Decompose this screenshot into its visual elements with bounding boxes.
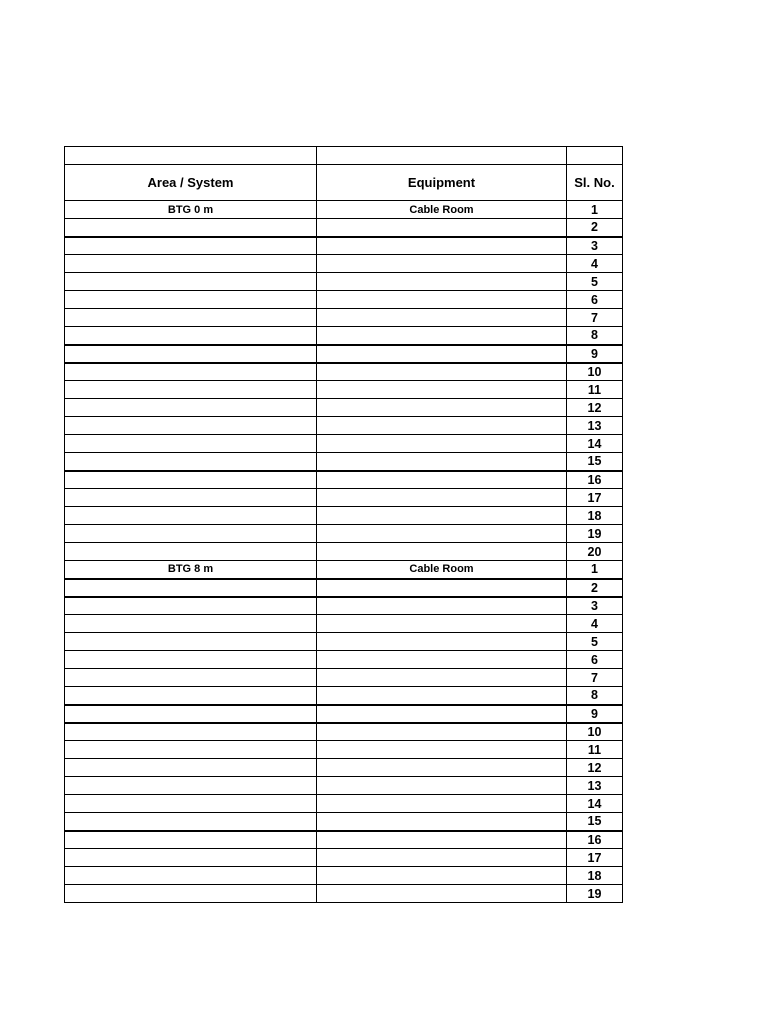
sl-no-cell: 15 bbox=[567, 813, 623, 831]
table-row bbox=[65, 687, 623, 705]
area-system-cell bbox=[65, 705, 317, 723]
sl-no-cell: 5 bbox=[567, 633, 623, 651]
table-row bbox=[65, 741, 623, 759]
equipment-cell bbox=[317, 777, 567, 795]
sl-no-cell: 19 bbox=[567, 525, 623, 543]
sl-no-cell: 10 bbox=[567, 723, 623, 741]
sl-no-cell: 1 bbox=[567, 561, 623, 579]
table-row bbox=[65, 453, 623, 471]
sl-no-cell: 4 bbox=[567, 615, 623, 633]
area-system-cell bbox=[65, 525, 317, 543]
area-system-cell bbox=[65, 363, 317, 381]
sl-no-cell: 8 bbox=[567, 327, 623, 345]
area-system-cell bbox=[65, 237, 317, 255]
table-row bbox=[65, 345, 623, 363]
table-row bbox=[65, 417, 623, 435]
table-row bbox=[65, 561, 623, 579]
equipment-cell bbox=[317, 615, 567, 633]
equipment-cell bbox=[317, 309, 567, 327]
table-row bbox=[65, 543, 623, 561]
area-system-cell: BTG 0 m bbox=[65, 201, 317, 219]
table-row bbox=[65, 327, 623, 345]
inspection-table bbox=[64, 146, 623, 903]
equipment-cell bbox=[317, 651, 567, 669]
table-row bbox=[65, 885, 623, 903]
area-system-cell bbox=[65, 489, 317, 507]
sl-no-cell: 17 bbox=[567, 489, 623, 507]
sl-no-cell: 20 bbox=[567, 543, 623, 561]
blank-cell bbox=[567, 147, 623, 165]
sl-no-cell: 2 bbox=[567, 219, 623, 237]
equipment-cell bbox=[317, 741, 567, 759]
sl-no-cell: 5 bbox=[567, 273, 623, 291]
table-row bbox=[65, 795, 623, 813]
equipment-header: Equipment bbox=[317, 165, 567, 201]
sl-no-header: Sl. No. bbox=[567, 165, 623, 201]
equipment-cell bbox=[317, 597, 567, 615]
sl-no-cell: 7 bbox=[567, 669, 623, 687]
equipment-cell bbox=[317, 471, 567, 489]
equipment-cell bbox=[317, 273, 567, 291]
equipment-cell bbox=[317, 237, 567, 255]
equipment-cell bbox=[317, 525, 567, 543]
table-row bbox=[65, 201, 623, 219]
table-row bbox=[65, 759, 623, 777]
equipment-cell: Cable Room bbox=[317, 561, 567, 579]
table-row bbox=[65, 309, 623, 327]
table-row bbox=[65, 363, 623, 381]
equipment-cell bbox=[317, 489, 567, 507]
equipment-cell bbox=[317, 345, 567, 363]
table-row bbox=[65, 651, 623, 669]
sl-no-cell: 9 bbox=[567, 705, 623, 723]
area-system-cell bbox=[65, 345, 317, 363]
blank-cell bbox=[65, 147, 317, 165]
table-row bbox=[65, 273, 623, 291]
equipment-cell bbox=[317, 633, 567, 651]
table-row bbox=[65, 255, 623, 273]
area-system-cell bbox=[65, 669, 317, 687]
table-row bbox=[65, 777, 623, 795]
area-system-cell bbox=[65, 453, 317, 471]
equipment-cell bbox=[317, 885, 567, 903]
table-row bbox=[65, 219, 623, 237]
area-system-cell bbox=[65, 579, 317, 597]
equipment-cell bbox=[317, 831, 567, 849]
blank-cell bbox=[317, 147, 567, 165]
equipment-cell bbox=[317, 849, 567, 867]
equipment-cell bbox=[317, 543, 567, 561]
table-row bbox=[65, 525, 623, 543]
sl-no-cell: 1 bbox=[567, 201, 623, 219]
area-system-cell bbox=[65, 597, 317, 615]
sl-no-cell: 11 bbox=[567, 741, 623, 759]
equipment-cell bbox=[317, 219, 567, 237]
table-row bbox=[65, 867, 623, 885]
table-row bbox=[65, 633, 623, 651]
sl-no-cell: 14 bbox=[567, 435, 623, 453]
area-system-cell bbox=[65, 813, 317, 831]
sl-no-cell: 3 bbox=[567, 597, 623, 615]
area-system-cell bbox=[65, 543, 317, 561]
area-system-cell bbox=[65, 309, 317, 327]
sl-no-cell: 6 bbox=[567, 651, 623, 669]
table-row bbox=[65, 849, 623, 867]
equipment-cell bbox=[317, 381, 567, 399]
equipment-cell bbox=[317, 579, 567, 597]
table-row bbox=[65, 435, 623, 453]
equipment-cell bbox=[317, 813, 567, 831]
area-system-cell bbox=[65, 381, 317, 399]
area-system-cell bbox=[65, 291, 317, 309]
sl-no-cell: 12 bbox=[567, 759, 623, 777]
table-row bbox=[65, 669, 623, 687]
equipment-cell bbox=[317, 291, 567, 309]
sl-no-cell: 6 bbox=[567, 291, 623, 309]
table-row bbox=[65, 399, 623, 417]
equipment-cell bbox=[317, 867, 567, 885]
area-system-cell bbox=[65, 831, 317, 849]
equipment-cell bbox=[317, 669, 567, 687]
equipment-cell bbox=[317, 507, 567, 525]
sl-no-cell: 4 bbox=[567, 255, 623, 273]
table-row bbox=[65, 291, 623, 309]
area-system-cell bbox=[65, 885, 317, 903]
area-system-cell bbox=[65, 399, 317, 417]
area-system-cell bbox=[65, 615, 317, 633]
area-system-header: Area / System bbox=[65, 165, 317, 201]
area-system-cell bbox=[65, 777, 317, 795]
equipment-cell bbox=[317, 399, 567, 417]
sl-no-cell: 7 bbox=[567, 309, 623, 327]
sl-no-cell: 8 bbox=[567, 687, 623, 705]
blank-top-row bbox=[65, 147, 623, 165]
area-system-cell bbox=[65, 849, 317, 867]
area-system-cell bbox=[65, 273, 317, 291]
sl-no-cell: 14 bbox=[567, 795, 623, 813]
sl-no-cell: 3 bbox=[567, 237, 623, 255]
sl-no-cell: 18 bbox=[567, 507, 623, 525]
table-body bbox=[65, 147, 623, 903]
table-row bbox=[65, 381, 623, 399]
equipment-cell bbox=[317, 327, 567, 345]
area-system-cell bbox=[65, 741, 317, 759]
area-system-cell bbox=[65, 417, 317, 435]
area-system-cell bbox=[65, 795, 317, 813]
equipment-cell bbox=[317, 255, 567, 273]
table-row bbox=[65, 237, 623, 255]
equipment-cell bbox=[317, 795, 567, 813]
table-row bbox=[65, 507, 623, 525]
equipment-cell bbox=[317, 417, 567, 435]
equipment-cell: Cable Room bbox=[317, 201, 567, 219]
table-row bbox=[65, 471, 623, 489]
equipment-cell bbox=[317, 759, 567, 777]
equipment-cell bbox=[317, 705, 567, 723]
table-row bbox=[65, 705, 623, 723]
sl-no-cell: 16 bbox=[567, 831, 623, 849]
sl-no-cell: 9 bbox=[567, 345, 623, 363]
sl-no-cell: 13 bbox=[567, 777, 623, 795]
area-system-cell bbox=[65, 651, 317, 669]
area-system-cell bbox=[65, 633, 317, 651]
sl-no-cell: 18 bbox=[567, 867, 623, 885]
sl-no-cell: 15 bbox=[567, 453, 623, 471]
area-system-cell bbox=[65, 219, 317, 237]
area-system-cell bbox=[65, 255, 317, 273]
sl-no-cell: 19 bbox=[567, 885, 623, 903]
sl-no-cell: 13 bbox=[567, 417, 623, 435]
area-system-cell: BTG 8 m bbox=[65, 561, 317, 579]
area-system-cell bbox=[65, 507, 317, 525]
table-row bbox=[65, 723, 623, 741]
equipment-cell bbox=[317, 453, 567, 471]
equipment-cell bbox=[317, 435, 567, 453]
area-system-cell bbox=[65, 723, 317, 741]
equipment-cell bbox=[317, 687, 567, 705]
equipment-cell bbox=[317, 363, 567, 381]
table-row bbox=[65, 489, 623, 507]
sl-no-cell: 11 bbox=[567, 381, 623, 399]
area-system-cell bbox=[65, 687, 317, 705]
sl-no-cell: 17 bbox=[567, 849, 623, 867]
table-row bbox=[65, 831, 623, 849]
table-row bbox=[65, 597, 623, 615]
sl-no-cell: 10 bbox=[567, 363, 623, 381]
area-system-cell bbox=[65, 435, 317, 453]
sl-no-cell: 2 bbox=[567, 579, 623, 597]
area-system-cell bbox=[65, 471, 317, 489]
table-row bbox=[65, 579, 623, 597]
header-row bbox=[65, 165, 623, 201]
area-system-cell bbox=[65, 327, 317, 345]
equipment-cell bbox=[317, 723, 567, 741]
area-system-cell bbox=[65, 867, 317, 885]
area-system-cell bbox=[65, 759, 317, 777]
table-row bbox=[65, 813, 623, 831]
table-row bbox=[65, 615, 623, 633]
sl-no-cell: 16 bbox=[567, 471, 623, 489]
sl-no-cell: 12 bbox=[567, 399, 623, 417]
